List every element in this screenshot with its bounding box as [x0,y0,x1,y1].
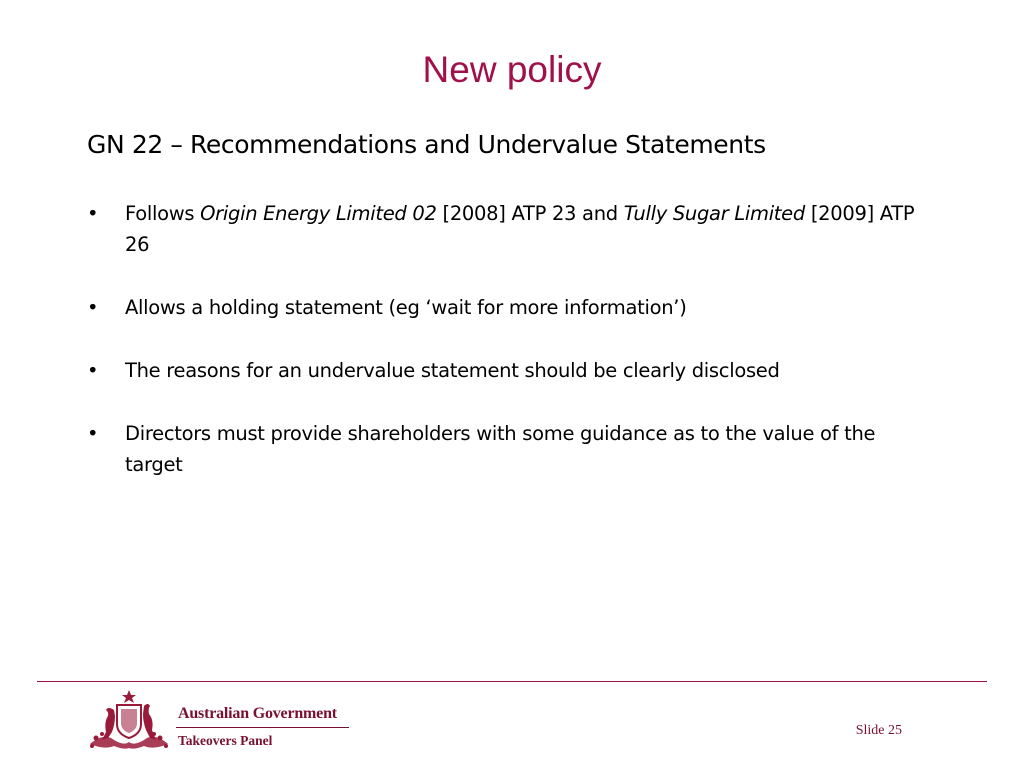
bullet-text: Allows a holding statement (eg ‘wait for more information’) [125,296,687,319]
bullet-item [87,355,927,386]
bullet-marker: • [87,296,99,319]
bullet-text: Directors must provide shareholders with some guidance as to the value of the target [125,422,876,476]
org-subname: Takeovers Panel [178,733,273,748]
bullet-text-part: [2009] ATP 26 [125,202,915,256]
bullet-list [87,198,927,512]
slide-title: New policy [422,49,602,90]
bullet-item [87,198,927,260]
bullet-marker: • [87,422,99,445]
slide-subtitle: GN 22 – Recommendations and Undervalue Statements [87,130,766,159]
bullet-text: The reasons for an undervalue statement should be clearly disclosed [125,359,780,382]
footer-divider [37,681,987,682]
org-name: Australian Government [178,705,337,722]
bullet-text [125,202,914,256]
bullet-marker: • [87,202,99,225]
case-citation: Origin Energy Limited 02 [200,202,437,225]
slide-number: Slide 25 [855,723,902,738]
bullet-item [87,292,927,323]
org-divider [176,727,349,728]
coat-of-arms-icon [84,688,174,752]
bullet-text-part: [2008] ATP 23 and [436,202,624,225]
bullet-marker: • [87,359,99,382]
case-citation: Tully Sugar Limited [623,202,805,225]
bullet-text-part: Follows [125,202,201,225]
bullet-item [87,418,927,480]
